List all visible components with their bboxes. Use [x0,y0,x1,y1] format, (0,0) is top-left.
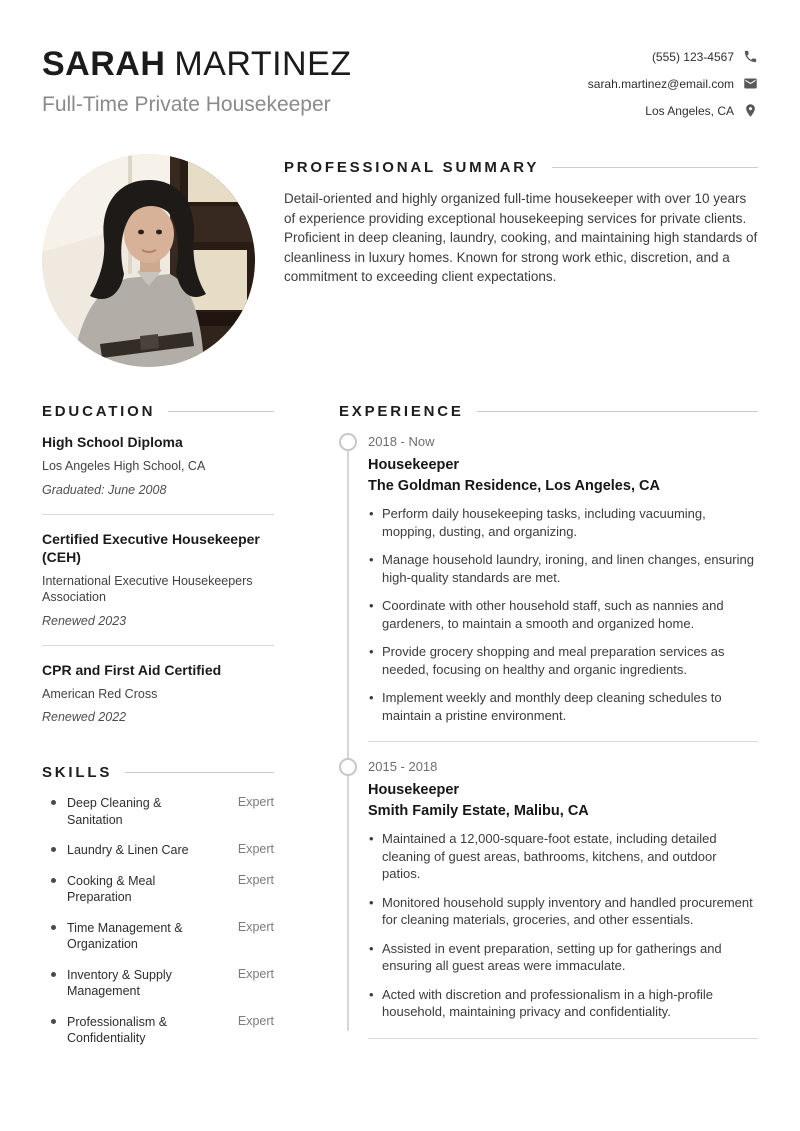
summary-text: Detail-oriented and highly organized full-time housekeeper with over 10 years of experience providing exceptional housekeeping services for private clients. Proficient in deep cleaning, laundry, cooking, and maintaining high standards of cleanliness in luxury homes. Known for strong work ethic, discretion, and a commitment to exceeding client expectations. [284,191,758,284]
summary-heading-row [284,159,758,176]
left-column [42,403,274,1054]
education-title: High School Diploma [42,434,183,450]
job-title: Full-Time Private Housekeeper [42,93,331,116]
contact-block [588,44,758,118]
education-note: Renewed 2023 [42,613,127,628]
experience-bullet: • Implement weekly and monthly deep cleaning schedules to maintain a pristine environment. [368,689,758,724]
heading-rule [552,167,758,168]
education-org: Los Angeles High School, CA [42,459,206,473]
experience-period: 2015 - 2018 [368,759,438,774]
experience-timeline [339,432,758,1039]
location-text: Los Angeles, CA [645,103,734,118]
last-name: MARTINEZ [174,45,352,83]
contact-email[interactable] [588,76,758,91]
experience-bullet: • Acted with discretion and professionalism in a high-profile household, maintaining privacy and confidentiality. [368,986,758,1021]
skill-item [42,967,274,1000]
skill-name: Inventory & Supply Management [67,967,172,998]
experience-bullet: • Perform daily housekeeping tasks, including vacuuming, mopping, dusting, and organizing. [368,505,758,540]
experience-role: Housekeeper [368,457,460,473]
experience-org: Smith Family Estate, Malibu, CA [368,803,589,819]
section-divider [42,645,274,646]
heading-rule [168,411,274,412]
bullet-dot-icon [51,878,56,883]
experience-bullet-list [368,505,758,724]
experience-org: The Goldman Residence, Los Angeles, CA [368,478,660,494]
heading-rule [477,411,758,412]
skill-item [42,920,274,953]
bullet-dot-icon [51,1019,56,1024]
top-row [0,154,800,367]
contact-phone[interactable] [652,49,758,64]
summary-heading: PROFESSIONAL SUMMARY [284,159,540,176]
mail-icon [743,76,758,91]
education-heading-row [42,403,274,420]
education-note: Graduated: June 2008 [42,482,167,497]
experience-bullet: • Assisted in event preparation, setting up for gatherings and ensuring all guest areas were immaculate. [368,940,758,975]
skill-level: Expert [237,966,274,981]
education-note: Renewed 2022 [42,710,127,724]
skills-heading: SKILLS [42,764,113,781]
header [0,0,800,118]
experience-period: 2018 - Now [368,434,435,449]
experience-heading-row [339,403,758,420]
skill-name: Cooking & Meal Preparation [67,873,156,904]
skill-name: Deep Cleaning & Sanitation [67,796,162,827]
bullet-dot-icon [51,847,56,852]
person-name [42,44,352,84]
profile-photo-illustration [42,154,255,367]
bullet-dot-icon [51,972,56,977]
experience-bullet: • Coordinate with other household staff, such as nannies and gardeners, to maintain a smooth and organized home. [368,597,758,632]
entry-divider [368,741,758,742]
email-address: sarah.martinez@email.com [587,76,734,91]
education-org: American Red Cross [42,686,158,701]
skill-level: Expert [237,872,274,887]
education-title: CPR and First Aid Certified [42,661,222,678]
skill-item [42,842,274,859]
experience-entry [339,432,758,742]
skill-level: Expert [237,842,274,856]
main-columns [0,403,800,1054]
phone-icon [743,49,758,64]
skill-level: Expert [237,795,274,809]
skills-heading-row [42,764,274,781]
skill-name: Laundry & Linen Care [67,843,189,857]
skill-item [42,873,274,906]
section-divider [42,514,274,515]
education-title: Certified Executive Housekeeper (CEH) [42,530,260,565]
experience-heading: EXPERIENCE [339,403,464,420]
location-icon [743,103,758,118]
bullet-dot-icon [51,925,56,930]
experience-bullet: • Maintained a 12,000-square-foot estate, including detailed cleaning of guest areas, bathrooms, kitchens, and outdoor patios. [368,830,758,883]
summary-section [284,154,758,367]
skill-level: Expert [237,1013,274,1028]
education-heading: EDUCATION [42,403,156,420]
timeline-dot-icon [339,433,357,451]
experience-entry [339,757,758,1039]
name-block [42,44,352,117]
experience-role: Housekeeper [368,782,460,798]
education-item [42,530,274,628]
education-item [42,661,274,725]
phone-number: (555) 123-4567 [651,49,734,64]
entry-divider [368,1038,758,1039]
skill-item [42,795,274,828]
experience-bullet-list [368,830,758,1021]
first-name: SARAH [42,45,166,83]
experience-bullet: • Provide grocery shopping and meal preparation services as needed, focusing on healthy and organic ingredients. [368,643,758,678]
experience-section [339,403,758,1054]
experience-bullet: • Manage household laundry, ironing, and linen changes, ensuring high-quality standards are met. [368,551,758,586]
skill-item [42,1014,274,1047]
experience-bullet: • Monitored household supply inventory and handled procurement for cleaning materials, groceries, and other essentials. [368,894,758,929]
education-org: International Executive Housekeepers Association [42,573,253,604]
heading-rule [125,772,274,773]
timeline-dot-icon [339,758,357,776]
skill-name: Professionalism & Confidentiality [67,1014,168,1045]
bullet-dot-icon [51,800,56,805]
skill-level: Expert [237,919,274,934]
skill-name: Time Management & Organization [67,920,183,951]
contact-location[interactable] [645,103,758,118]
profile-photo [42,154,255,367]
education-item [42,433,274,497]
